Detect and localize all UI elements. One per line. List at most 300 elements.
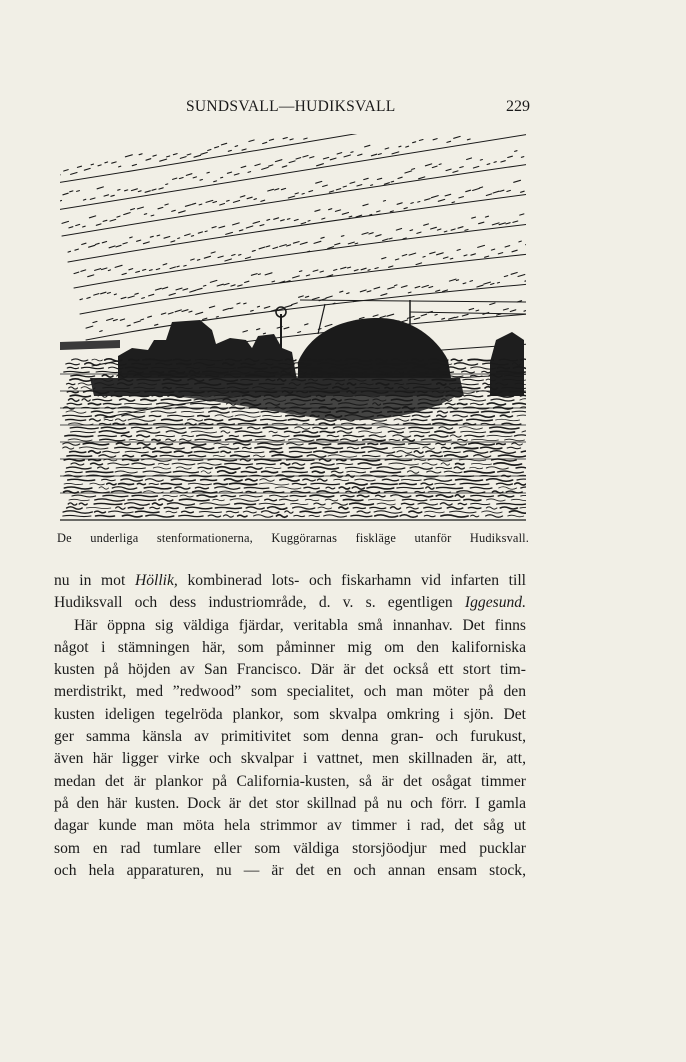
water-ripple [374,511,402,513]
sky-stipple [280,245,287,247]
water-ripple [438,411,448,413]
sky-stipple [165,204,168,205]
water-ripple [288,419,308,421]
sky-stipple [463,283,466,284]
sky-stipple [315,210,320,212]
water-ripple [156,435,175,436]
sky-stipple [245,281,249,282]
water-ripple [357,511,370,513]
water-ripple [394,419,409,421]
water-ripple [347,447,358,449]
water-ripple [314,451,338,453]
sky-stipple [485,216,488,217]
sky-stipple [390,211,393,212]
sky-stipple [373,315,378,317]
sky-stipple [162,287,167,289]
water-ripple [63,415,92,416]
water-ripple [83,443,109,445]
water-ripple [235,451,264,453]
water-ripple [152,503,162,505]
water-ripple [451,443,466,445]
water-ripple [502,423,521,425]
water-ripple [189,428,212,429]
text-run: ger samma känsla av primitivitet som denna gran- och furukust, [54,728,526,746]
sky-stipple [230,308,233,309]
water-ripple [270,451,283,452]
sky-stipple [425,199,431,201]
water-ripple [359,431,382,433]
text-line [54,704,526,726]
water-ripple [215,415,233,417]
water-ripple [424,515,435,516]
water-ripple [263,427,287,429]
sky-stipple [237,303,240,304]
sky-stipple [465,230,468,231]
water-ripple [381,443,405,444]
sky-stipple [282,166,287,167]
water-ripple [340,451,365,452]
water-ripple [132,495,157,496]
text-line [54,681,526,703]
water-ripple [453,415,468,417]
water-ripple [254,455,265,457]
water-ripple [459,427,482,430]
sky-stipple [131,209,135,210]
sky-stipple [298,332,301,333]
sky-stipple [449,317,455,319]
sky-stipple [431,196,438,198]
water-ripple [108,463,129,465]
water-ripple [377,503,395,505]
water-ripple [244,487,269,488]
sky-stipple [437,229,441,230]
water-ripple [123,455,134,456]
water-ripple [137,483,145,484]
sky-stipple [375,268,378,269]
water-ripple [194,451,219,452]
text-run: Här öppna sig väldiga fjärdar, veritabla små innanhav. Det finns [74,616,526,634]
water-ripple [265,467,281,468]
text-line [54,748,526,770]
water-ripple [103,403,121,404]
sky-stipple [355,243,358,244]
sky-stipple [84,168,90,170]
sky-stipple [196,312,203,314]
water-ripple [411,419,427,420]
water-ripple [291,503,308,504]
water-ripple [388,431,403,433]
water-ripple [70,451,86,452]
water-ripple [343,499,363,500]
sky-stipple [425,164,431,166]
sky-stipple [111,195,114,196]
sky-stipple [303,156,308,158]
sky-stipple [479,187,482,188]
sky-stipple [245,257,250,259]
water-ripple [229,419,256,421]
sky-stipple [335,210,340,212]
water-ripple [464,471,494,473]
sky-stipple [365,145,370,147]
sky-stipple [173,178,177,179]
water-ripple [505,439,525,441]
water-ripple [104,419,113,420]
sky-stipple [121,297,126,298]
water-ripple [188,419,203,421]
water-ripple [462,371,475,373]
water-ripple [160,447,184,449]
water-ripple [181,411,203,412]
water-ripple [498,455,525,457]
text-line [54,615,526,637]
water-ripple [182,511,194,513]
water-ripple [326,487,335,489]
water-ripple [90,483,105,485]
water-ripple [141,399,156,401]
sky-stipple [125,190,128,191]
sky-stipple [409,253,416,255]
sky-stipple [207,172,209,173]
sky-stipple [508,156,513,157]
sky-stipple [385,148,389,149]
water-ripple [179,515,203,516]
sky-stipple [370,214,372,215]
water-ripple [102,375,113,377]
water-ripple [86,471,113,472]
water-ripple [121,435,131,437]
water-ripple [219,447,239,449]
sky-stipple [334,269,337,270]
sky-stipple [234,174,239,175]
sky-stipple [183,289,188,290]
water-ripple [486,499,505,501]
sky-stipple [377,178,381,179]
water-ripple [72,359,88,361]
water-ripple [512,411,526,413]
sky-stipple [525,280,526,281]
sky-stipple [107,293,110,294]
water-ripple [180,443,206,446]
sky-stipple [348,242,354,244]
sky-stipple [177,266,179,267]
water-ripple [191,431,216,433]
water-ripple [221,451,231,453]
sky-stipple [343,186,346,187]
water-ripple [231,455,250,457]
sky-stipple [367,291,371,292]
water-ripple [371,483,397,484]
sky-stipple [443,257,448,258]
water-ripple [292,483,306,484]
sky-stipple [408,292,411,293]
water-ripple [309,443,331,445]
sky-stipple [404,208,407,209]
water-ripple [246,491,256,492]
water-ripple [497,483,513,485]
sky-stipple [335,243,340,245]
sky-stipple [511,273,517,275]
water-ripple [450,411,478,412]
water-ripple [135,511,159,512]
water-ripple [410,467,432,470]
water-ripple [520,507,526,509]
sky-stipple [206,200,213,202]
pole-mid [318,304,325,334]
sky-stipple [62,221,69,223]
water-ripple [517,479,526,481]
sky-stipple [91,164,93,165]
sky-stipple [244,303,246,304]
water-ripple [491,399,514,401]
sky-stipple [238,285,243,286]
water-ripple [66,411,86,413]
water-ripple [85,363,100,366]
sky-stipple [459,197,464,198]
water-ripple [415,491,425,492]
water-ripple [422,463,437,465]
sky-stipple [215,147,219,148]
sky-stipple [182,310,188,312]
sky-stipple [344,155,350,157]
water-ripple [311,463,334,465]
sky-stipple [243,331,248,332]
water-ripple [333,427,353,429]
water-ripple [415,460,426,461]
water-ripple [94,503,122,504]
sky-stipple [416,263,422,265]
water-ripple [151,411,176,413]
water-ripple [89,459,101,460]
sky-stipple [456,280,458,281]
water-ripple [243,447,252,448]
water-ripple [192,447,214,449]
sky-stipple [510,310,516,312]
sky-stipple [240,196,245,197]
sky-stipple [125,155,132,157]
water-ripple [86,508,110,509]
sky-stipple [187,154,191,155]
water-ripple [441,463,450,465]
water-ripple [367,487,394,489]
water-ripple [63,515,91,516]
water-ripple [257,464,276,465]
sky-stipple [309,191,313,192]
water-ripple [409,511,422,513]
water-ripple [464,451,488,453]
water-ripple [218,471,236,474]
water-ripple [66,363,80,365]
water-ripple [78,383,92,385]
sky-stipple [88,275,94,277]
sky-stipple [472,217,476,218]
water-ripple [391,495,411,498]
sky-stipple [498,253,502,254]
water-ripple [159,499,173,501]
water-ripple [363,439,385,441]
sky-stipple [120,319,124,320]
illustration-stone-formations [60,134,526,522]
sky-stipple [107,319,113,321]
text-run: kusten ideligen tegelröda plankor, som skvalpa omkring i sjön. Det [54,705,526,723]
water-ripple [67,467,92,469]
sky-stipple [294,219,298,220]
water-ripple [481,423,495,424]
sky-stipple [185,205,191,207]
water-ripple [246,507,264,509]
sky-stipple [453,171,458,173]
sky-stipple [189,311,192,312]
sky-stipple [430,252,435,254]
sky-stipple [193,177,196,178]
sky-stipple [333,303,335,304]
water-ripple [172,463,195,465]
sky-stipple [493,191,499,193]
sky-stipple [321,237,324,238]
water-ripple [334,479,349,480]
water-ripple [490,431,514,432]
water-ripple [357,495,369,497]
water-ripple [143,447,155,449]
sky-stipple [164,237,170,239]
sky-stipple [433,139,437,140]
water-ripple [302,431,317,433]
water-ripple [164,507,178,508]
water-ripple [439,427,453,429]
sky-stipple [473,166,478,168]
water-ripple [346,467,372,468]
water-ripple [508,515,524,517]
water-ripple [188,483,211,485]
water-ripple [362,455,380,456]
sky-stipple [466,190,471,192]
sky-stipple [281,220,285,221]
sky-stipple [218,256,223,258]
water-ripple [198,416,210,417]
water-ripple [305,499,319,500]
water-ripple [91,463,103,465]
sky-stipple [467,139,470,140]
text-line [54,815,526,837]
sky-stipple [320,271,323,272]
water-ripple [241,472,256,473]
sky-stipple [151,215,154,216]
water-ripple [467,419,493,421]
water-ripple [515,435,527,437]
sky-stipple [132,164,136,165]
sky-stipple [283,138,287,139]
water-ripple [235,431,262,433]
water-ripple [224,479,242,481]
sky-stipple [124,213,130,215]
text-run: något i stämningen här, som påminner mig om den kaliforniska [54,638,526,656]
sky-stipple [103,220,107,221]
water-ripple [522,431,526,433]
water-ripple [63,443,80,446]
running-head [60,98,530,122]
water-ripple [368,499,395,501]
text-line [54,659,526,681]
water-ripple [229,436,238,437]
water-ripple [79,447,108,449]
water-ripple [221,431,230,433]
water-ripple [521,487,526,489]
water-ripple [120,399,135,401]
water-ripple [284,431,300,432]
sky-stipple [500,190,504,191]
water-ripple [436,443,446,444]
sky-stipple [421,314,427,316]
water-ripple [442,447,451,448]
water-ripple [311,467,339,469]
sky-stipple [263,142,267,143]
water-ripple [450,435,461,437]
water-ripple [175,487,190,489]
water-ripple [68,439,92,441]
water-ripple [96,516,115,517]
sky-stipple [169,293,175,295]
water-ripple [320,431,335,432]
sky-stipple [122,273,126,274]
water-ripple [482,411,510,412]
water-ripple [287,443,304,445]
text-run: Hudiksvall och dess industriområde, d. v. s. egentligen [54,594,465,612]
sky-stipple [306,275,309,276]
sky-stipple [101,292,106,294]
water-ripple [63,447,74,449]
water-ripple [214,443,229,445]
running-title: SUNDSVALL—HUDIKSVALL [186,98,396,115]
sky-stipple [337,153,342,154]
water-ripple [71,431,96,432]
water-ripple [500,415,512,417]
water-ripple [152,439,160,440]
water-ripple [376,495,386,497]
sky-stipple [95,269,101,271]
emphasis-text: Höllik, [134,572,178,589]
sky-stipple [157,235,160,236]
water-ripple [416,495,432,497]
water-ripple [461,431,486,432]
sky-stipple [473,188,480,190]
water-ripple [455,495,464,498]
sky-stipple [491,283,494,284]
sky-stipple [258,274,260,275]
sky-stipple [452,202,455,203]
water-ripple [490,427,519,429]
water-ripple [287,459,315,460]
water-ripple [230,499,259,502]
water-ripple [470,467,483,469]
sky-stipple [450,258,453,259]
sky-stipple [492,223,499,225]
water-ripple [122,515,142,517]
sky-stipple [414,318,420,320]
water-ripple [259,483,289,485]
water-ripple [100,439,125,441]
sky-stipple [178,238,180,239]
water-ripple [463,423,475,425]
water-ripple [340,439,357,441]
sky-stipple [382,258,386,259]
sky-stipple [447,141,451,142]
water-ripple [221,495,235,496]
water-ripple [393,447,420,449]
water-ripple [132,463,154,465]
sky-stipple [68,251,71,252]
water-ripple [339,507,348,509]
water-ripple [109,511,133,513]
water-ripple [71,463,84,465]
